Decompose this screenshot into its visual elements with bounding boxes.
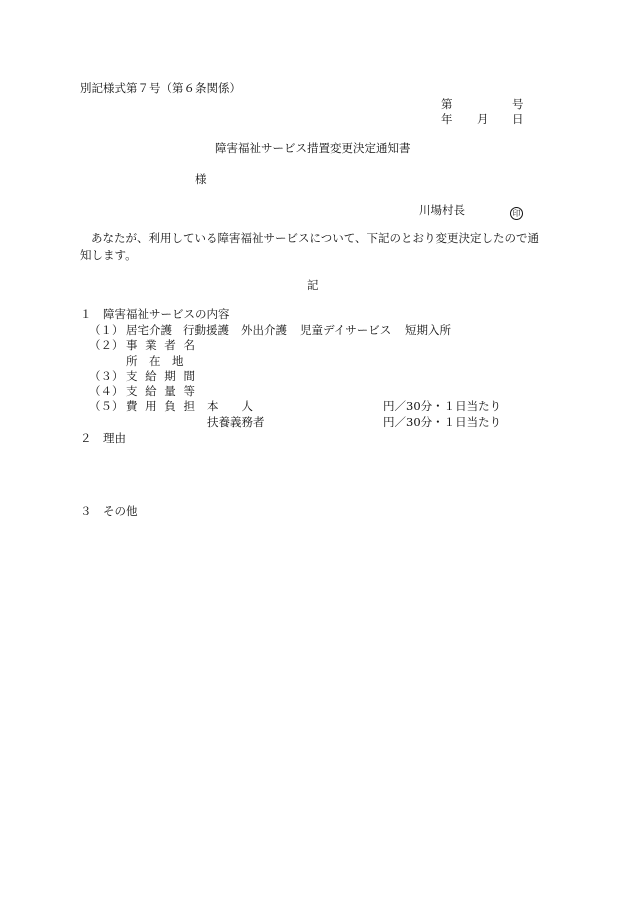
date-day: 日 — [512, 112, 524, 126]
sub-3-label: 支 給 期 間 — [126, 369, 197, 383]
body-text: あなたが、利用している障害福祉サービスについて、下記のとおり変更決定したので通知します。 — [80, 231, 540, 262]
seal-icon: 印 — [510, 207, 523, 220]
sub-5-number: （５） — [89, 399, 124, 413]
service-3: 外出介護 — [241, 323, 287, 337]
item-1-number: １ — [80, 307, 92, 321]
item-2-label: 理由 — [103, 431, 126, 445]
issuer-name: 川場村長 — [419, 203, 465, 217]
addressee-suffix: 様 — [195, 172, 207, 186]
cost-guardian-label: 扶養義務者 — [207, 415, 265, 429]
sub-1-number: （１） — [89, 323, 124, 337]
sub-3-number: （３） — [89, 369, 124, 383]
ki-heading: 記 — [307, 278, 319, 292]
service-4: 児童デイサービス — [300, 323, 392, 337]
item-1-label: 障害福祉サービスの内容 — [103, 307, 230, 321]
item-3-number: ３ — [80, 504, 92, 518]
service-1: 居宅介護 — [126, 323, 172, 337]
cost-guardian-amount: 円／30分・１日当たり — [383, 415, 502, 429]
service-2: 行動援護 — [183, 323, 229, 337]
sub-4-label: 支 給 量 等 — [126, 384, 197, 398]
date-month: 月 — [477, 112, 489, 126]
date-year: 年 — [441, 112, 453, 126]
item-2-number: ２ — [80, 431, 92, 445]
form-label: 別記様式第７号（第６条関係） — [80, 81, 241, 95]
document-title: 障害福祉サービス措置変更決定通知書 — [215, 141, 411, 155]
cost-person-label: 本 人 — [207, 399, 253, 413]
sub-2-address: 所 在 地 — [126, 354, 184, 368]
cost-person-amount: 円／30分・１日当たり — [383, 399, 502, 413]
sub-5-label: 費 用 負 担 — [126, 399, 197, 413]
service-5: 短期入所 — [405, 323, 451, 337]
seal-mark — [510, 204, 523, 220]
sub-2-number: （２） — [89, 338, 124, 352]
item-3-label: その他 — [103, 504, 138, 518]
number-prefix: 第 — [441, 97, 453, 111]
number-suffix: 号 — [512, 97, 524, 111]
sub-2-label: 事 業 者 名 — [126, 338, 197, 352]
sub-4-number: （４） — [89, 384, 124, 398]
